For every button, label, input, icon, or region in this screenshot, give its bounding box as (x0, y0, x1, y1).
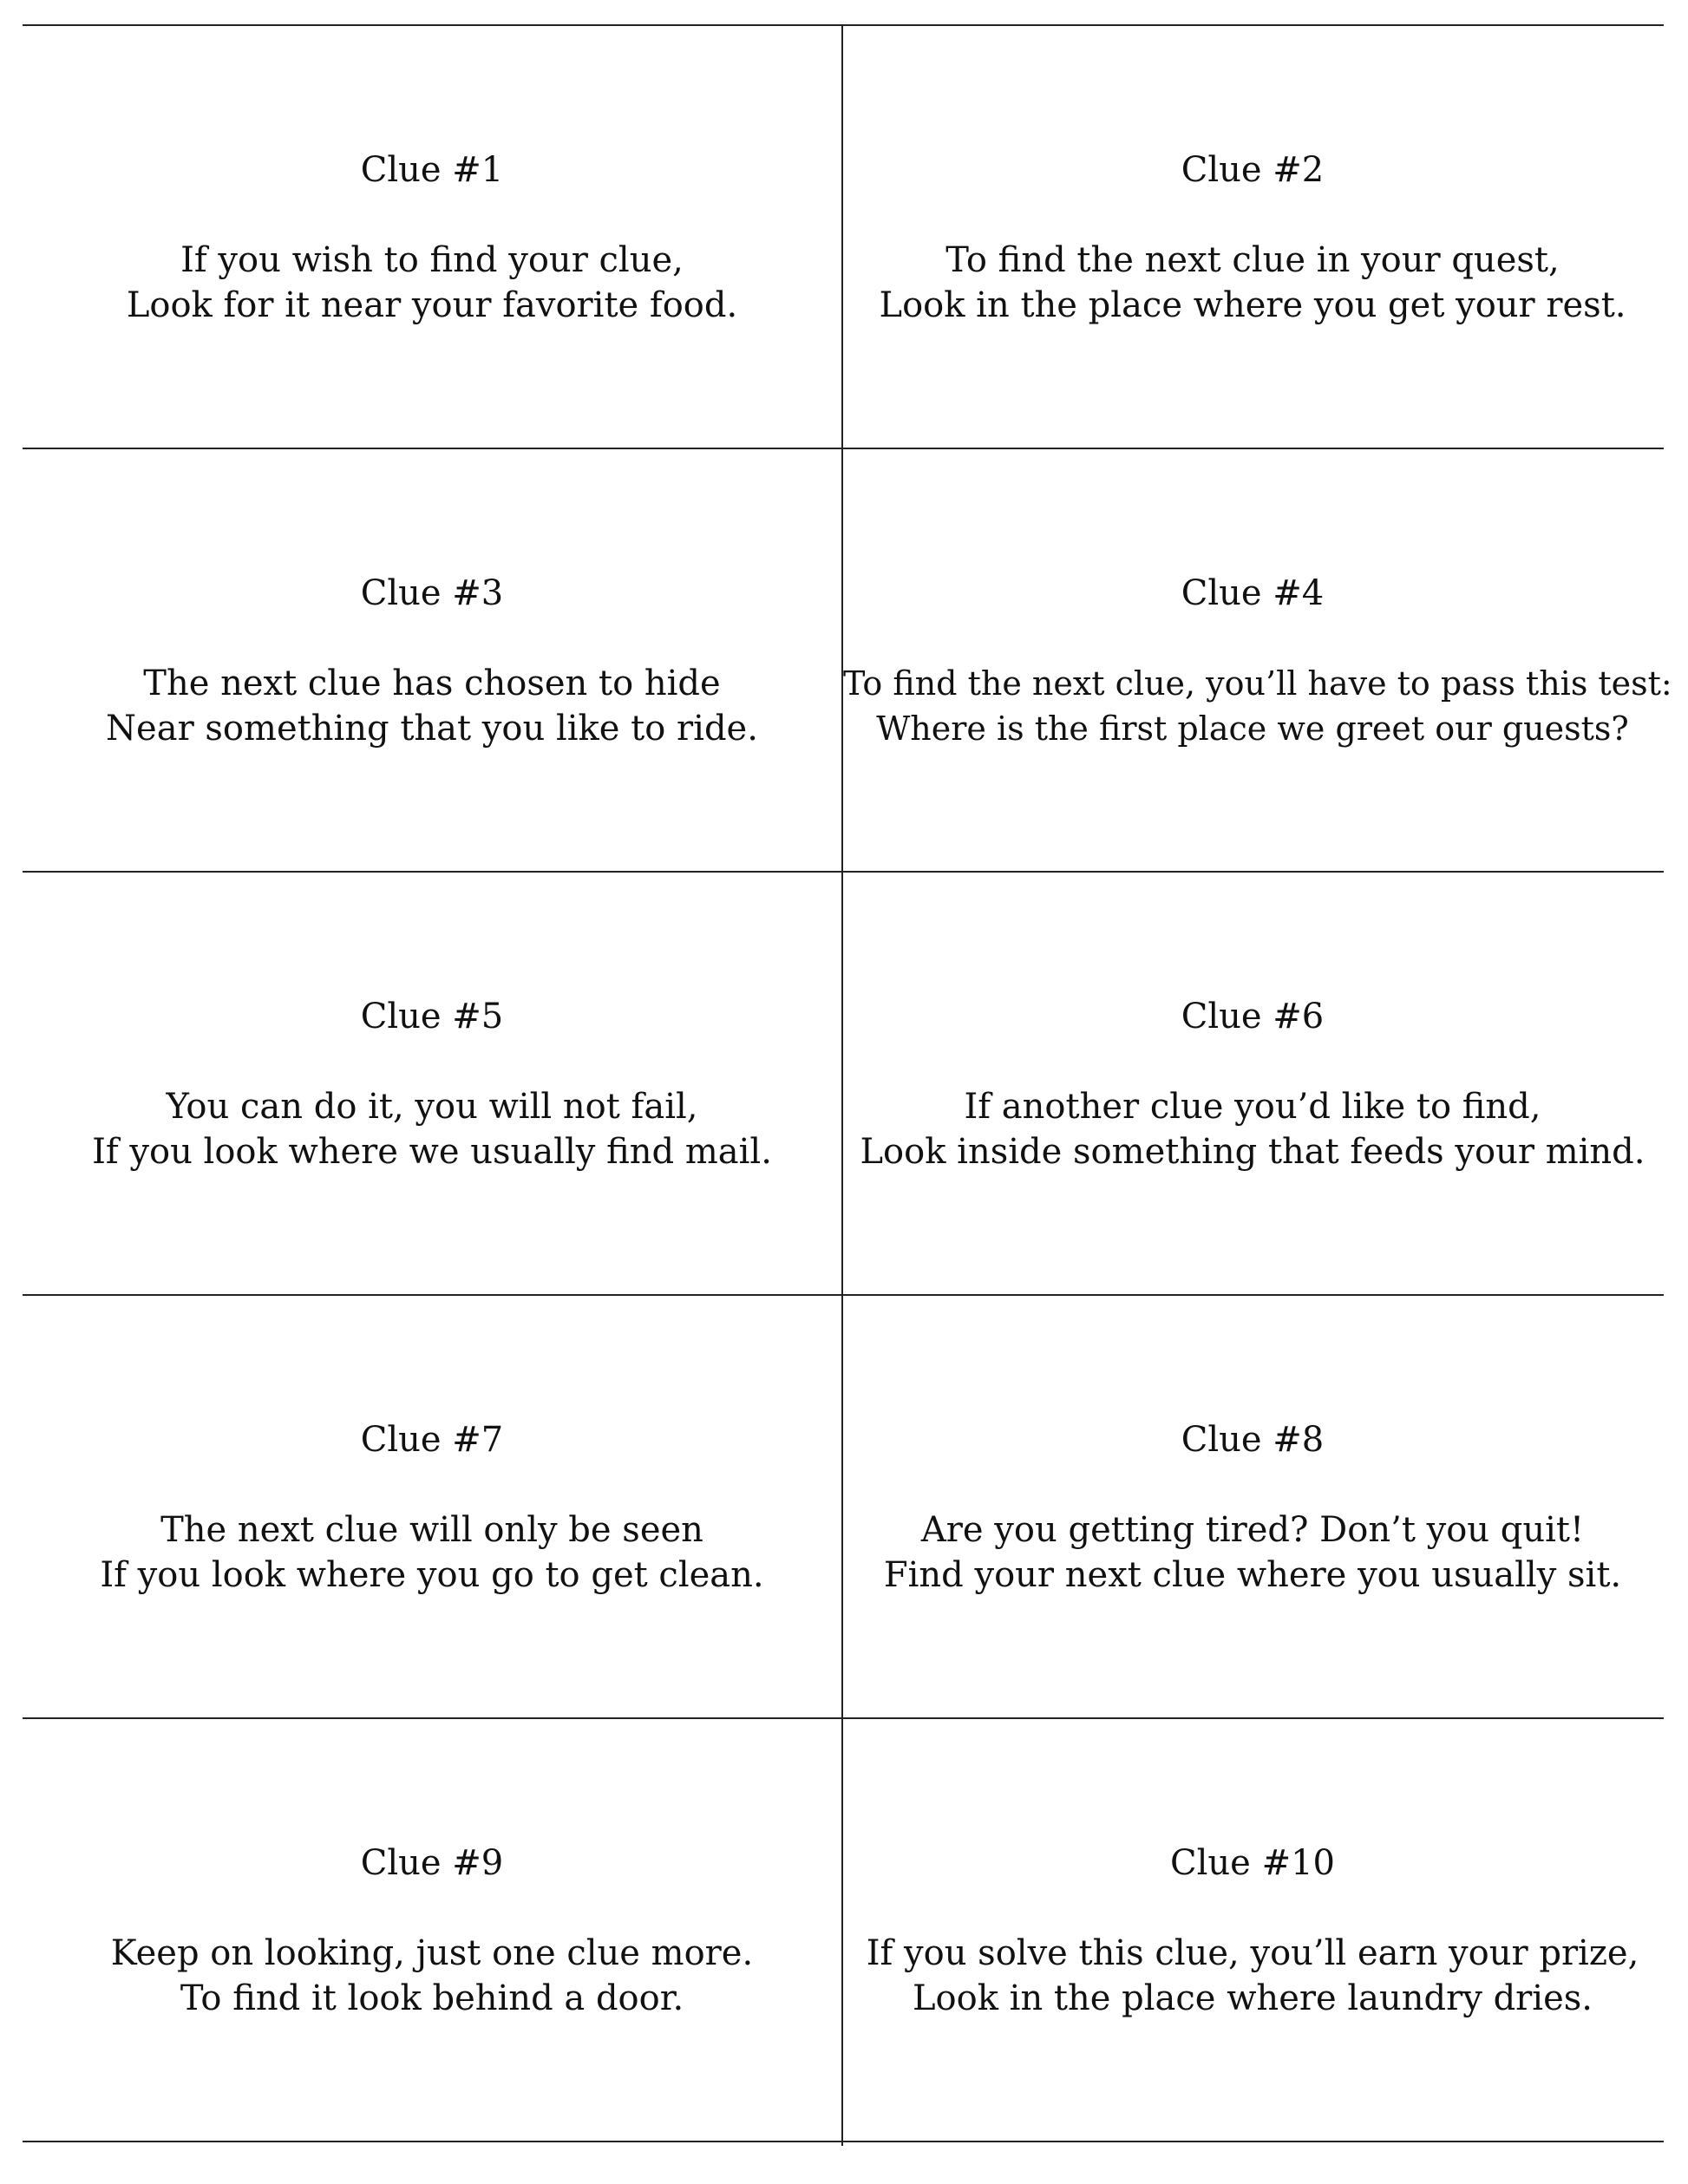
clue-text-line-1: The next clue has chosen to hide (143, 664, 721, 703)
clue-text-line-1: Keep on looking, just one clue more. (110, 1933, 754, 1973)
clue-text-line-2: Look in the place where you get your rest. (879, 285, 1626, 325)
clue-card-3 (23, 449, 841, 873)
clue-text-line-2: If you look where we usually find mail. (92, 1132, 772, 1172)
clue-title: Clue #3 (360, 573, 504, 613)
clue-title: Clue #2 (1181, 150, 1325, 190)
clue-text-line-2: Where is the first place we greet our guests? (876, 709, 1629, 748)
clue-text-line-1: To find the next clue, you’ll have to pass this test: (843, 664, 1672, 703)
clue-card-7 (23, 1296, 841, 1719)
clue-card-5 (23, 873, 841, 1296)
clue-title: Clue #9 (360, 1843, 504, 1883)
clue-card-4 (843, 449, 1672, 873)
clue-text-line-2: Look inside something that feeds your mind. (860, 1132, 1645, 1172)
clue-title: Clue #7 (360, 1420, 504, 1460)
clue-card-6 (843, 873, 1662, 1296)
clue-card-1 (23, 26, 841, 449)
clue-card-8 (843, 1296, 1662, 1719)
clue-text-line-1: Are you getting tired? Don’t you quit! (920, 1510, 1585, 1550)
clue-text-line-2: Look for it near your favorite food. (126, 285, 738, 325)
clue-title: Clue #4 (1181, 573, 1325, 613)
clue-text-line-2: Look in the place where laundry dries. (912, 1978, 1593, 2018)
clue-text-line-1: The next clue will only be seen (160, 1510, 703, 1550)
clue-text-line-1: To find the next clue in your quest, (945, 240, 1560, 280)
clue-card-10 (843, 1719, 1662, 2142)
clue-text-line-1: If another clue you’d like to find, (964, 1087, 1541, 1127)
clue-sheet (23, 24, 1672, 2146)
clue-title: Clue #10 (1170, 1843, 1335, 1883)
clue-card-2 (843, 26, 1662, 449)
clue-text-line-2: Near something that you like to ride. (106, 709, 758, 749)
clue-text-line-2: Find your next clue where you usually sit. (883, 1555, 1622, 1595)
clue-text-line-1: If you solve this clue, you’ll earn your prize, (866, 1933, 1639, 1973)
clue-title: Clue #5 (360, 997, 504, 1036)
clue-title: Clue #6 (1181, 997, 1325, 1036)
clue-title: Clue #8 (1181, 1420, 1325, 1460)
clue-text-line-1: If you wish to find your clue, (180, 240, 684, 280)
clue-text-line-2: To find it look behind a door. (180, 1978, 684, 2018)
clue-title: Clue #1 (360, 150, 504, 190)
clue-text-line-1: You can do it, you will not fail, (166, 1087, 698, 1127)
clue-card-9 (23, 1719, 841, 2142)
clue-text-line-2: If you look where you go to get clean. (100, 1555, 764, 1595)
